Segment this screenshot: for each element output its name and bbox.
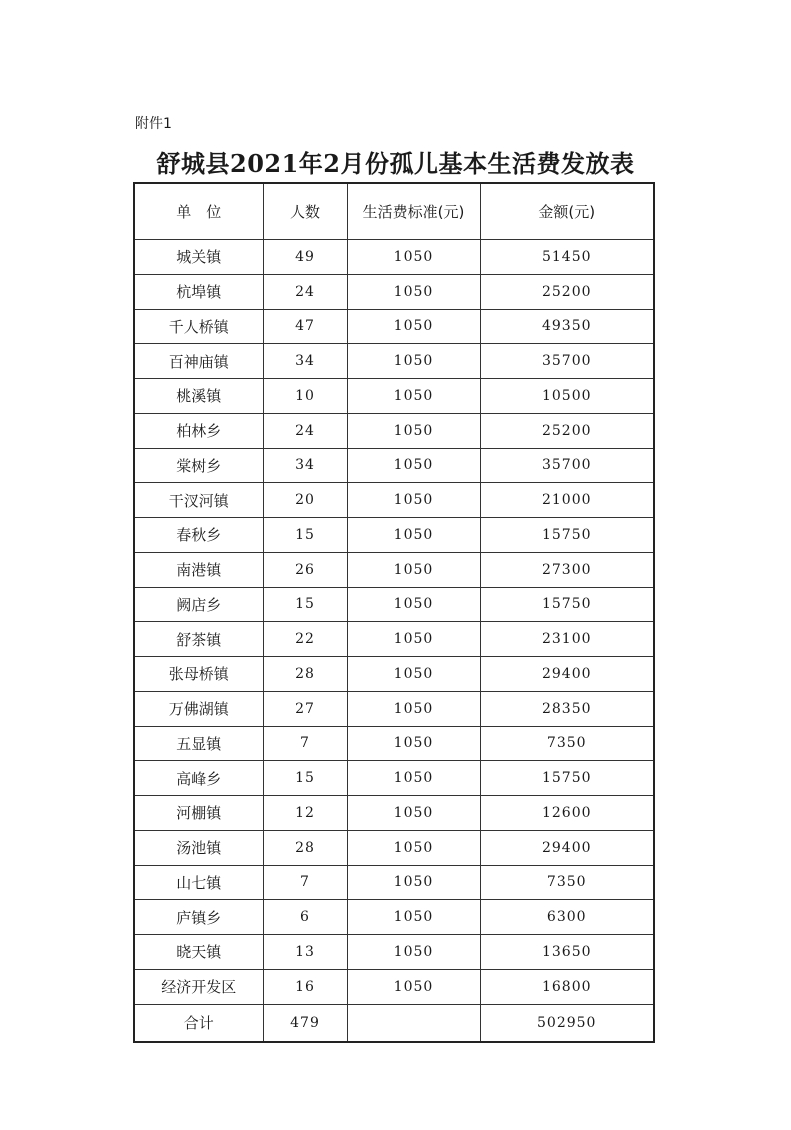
table-row [134,448,654,483]
cell-unit: 柏林乡 [134,413,263,448]
cell-count: 24 [263,413,347,448]
cell-count: 6 [263,900,347,935]
cell-unit: 干汊河镇 [134,483,263,518]
cell-unit: 晓天镇 [134,935,263,970]
table-row [134,935,654,970]
cell-count: 28 [263,830,347,865]
cell-amount: 29400 [480,830,654,865]
table-row [134,622,654,657]
table-row [134,413,654,448]
cell-count: 15 [263,518,347,553]
cell-amount: 13650 [480,935,654,970]
cell-count: 49 [263,240,347,275]
cell-unit: 杭埠镇 [134,274,263,309]
cell-amount: 16800 [480,969,654,1004]
cell-count: 47 [263,309,347,344]
cell-amount: 6300 [480,900,654,935]
cell-unit: 桃溪镇 [134,379,263,414]
cell-amount: 21000 [480,483,654,518]
cell-standard: 1050 [347,865,480,900]
cell-count: 34 [263,344,347,379]
cell-standard: 1050 [347,518,480,553]
cell-standard: 1050 [347,344,480,379]
cell-standard: 1050 [347,726,480,761]
cell-unit: 南港镇 [134,552,263,587]
cell-standard: 1050 [347,552,480,587]
cell-count: 16 [263,969,347,1004]
cell-count: 34 [263,448,347,483]
table-header-row [134,183,654,240]
cell-unit: 高峰乡 [134,761,263,796]
cell-standard: 1050 [347,691,480,726]
cell-amount: 15750 [480,761,654,796]
cell-standard: 1050 [347,761,480,796]
cell-unit: 棠树乡 [134,448,263,483]
cell-standard: 1050 [347,413,480,448]
cell-standard: 1050 [347,900,480,935]
cell-amount: 35700 [480,344,654,379]
table-row [134,552,654,587]
cell-count: 22 [263,622,347,657]
cell-amount: 15750 [480,518,654,553]
header-unit: 单 位 [134,183,263,240]
cell-amount: 7350 [480,865,654,900]
cell-count: 26 [263,552,347,587]
table-row [134,830,654,865]
cell-amount: 7350 [480,726,654,761]
cell-amount: 35700 [480,448,654,483]
table-row [134,761,654,796]
table-row [134,483,654,518]
cell-standard: 1050 [347,274,480,309]
cell-unit: 庐镇乡 [134,900,263,935]
total-amount: 502950 [480,1004,654,1042]
cell-amount: 29400 [480,657,654,692]
table-row [134,274,654,309]
cell-unit: 春秋乡 [134,518,263,553]
cell-standard: 1050 [347,796,480,831]
cell-unit: 五显镇 [134,726,263,761]
cell-amount: 10500 [480,379,654,414]
cell-count: 27 [263,691,347,726]
cell-amount: 15750 [480,587,654,622]
header-standard: 生活费标准(元) [347,183,480,240]
cell-unit: 万佛湖镇 [134,691,263,726]
cell-amount: 51450 [480,240,654,275]
cell-count: 7 [263,865,347,900]
cell-amount: 12600 [480,796,654,831]
cell-standard: 1050 [347,240,480,275]
table-total-row [134,1004,654,1042]
table-row [134,309,654,344]
table-row [134,344,654,379]
cell-count: 13 [263,935,347,970]
cell-amount: 23100 [480,622,654,657]
page-title: 舒城县2021年2月份孤儿基本生活费发放表 [156,149,635,178]
cell-unit: 千人桥镇 [134,309,263,344]
table-row [134,379,654,414]
table-row [134,518,654,553]
cell-count: 15 [263,761,347,796]
cell-standard: 1050 [347,483,480,518]
cell-unit: 张母桥镇 [134,657,263,692]
table-row [134,691,654,726]
cell-unit: 经济开发区 [134,969,263,1004]
total-standard [347,1004,480,1042]
subsidy-table [133,182,655,1043]
cell-unit: 百神庙镇 [134,344,263,379]
cell-unit: 山七镇 [134,865,263,900]
table-row [134,587,654,622]
cell-amount: 28350 [480,691,654,726]
cell-unit: 舒茶镇 [134,622,263,657]
total-label: 合计 [134,1004,263,1042]
cell-standard: 1050 [347,448,480,483]
total-count: 479 [263,1004,347,1042]
cell-unit: 城关镇 [134,240,263,275]
cell-unit: 阙店乡 [134,587,263,622]
table-row [134,240,654,275]
cell-amount: 25200 [480,413,654,448]
cell-amount: 25200 [480,274,654,309]
cell-count: 20 [263,483,347,518]
cell-standard: 1050 [347,309,480,344]
attachment-label: 附件1 [135,116,172,132]
cell-count: 24 [263,274,347,309]
table-row [134,969,654,1004]
cell-standard: 1050 [347,587,480,622]
cell-count: 15 [263,587,347,622]
cell-standard: 1050 [347,657,480,692]
cell-amount: 27300 [480,552,654,587]
cell-standard: 1050 [347,379,480,414]
cell-standard: 1050 [347,830,480,865]
table-row [134,796,654,831]
cell-standard: 1050 [347,622,480,657]
header-count: 人数 [263,183,347,240]
cell-unit: 河棚镇 [134,796,263,831]
cell-count: 12 [263,796,347,831]
table-row [134,657,654,692]
cell-amount: 49350 [480,309,654,344]
cell-count: 7 [263,726,347,761]
cell-standard: 1050 [347,969,480,1004]
header-amount: 金额(元) [480,183,654,240]
table-row [134,726,654,761]
cell-unit: 汤池镇 [134,830,263,865]
table-row [134,865,654,900]
cell-count: 10 [263,379,347,414]
cell-standard: 1050 [347,935,480,970]
cell-count: 28 [263,657,347,692]
table-row [134,900,654,935]
